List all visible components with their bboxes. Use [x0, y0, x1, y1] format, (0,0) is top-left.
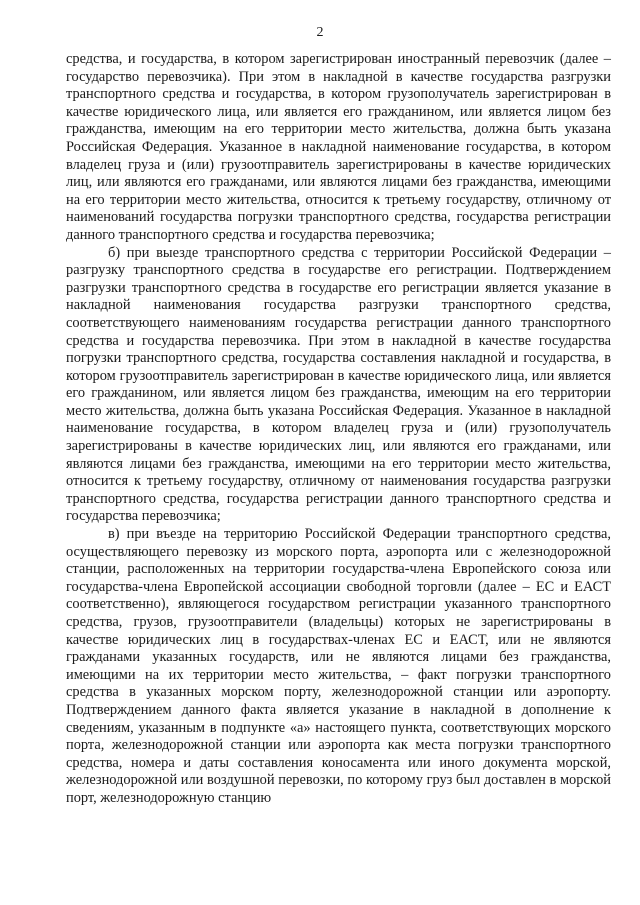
document-body: [66, 51, 611, 808]
paragraph-continuation: средства, и государства, в котором зарегистрирован иностранный перевозчик (далее – государство перевозчика). При этом в накладной в качестве государства разгрузки транспортного средства и государства, в котором грузополучатель зарегистрирован в качестве юридического лица, или является его гражданином, или является лицом без гражданства, имеющим на его территории место жительства, должна быть указана Российская Федерация. Указанное в накладной наименование государства, в котором владелец груза и (или) грузоотправитель зарегистрированы в качестве юридических лиц, или являются его гражданами, или являются лицами без гражданства, имеющими на его территории место жительства, относится к третьему государству, отличному от наименований государства погрузки транспортного средства, государства регистрации данного транспортного средства и государства перевозчика;: [66, 51, 611, 243]
paragraph-item-b: б) при выезде транспортного средства с территории Российской Федерации – разгрузку транспортного средства в государстве его регистрации. Подтверждением разгрузки транспортного средства в государстве его регистрации является указание в накладной наименования государства разгрузки транспортного средства, соответствующего наименованиям государства регистрации данного транспортного средства и государства перевозчика. При этом в накладной в качестве государства погрузки транспортного средства, государства составления накладной и государства, в котором грузоотправитель зарегистрирован в качестве юридического лица, или является его гражданином, или является лицом без гражданства, имеющим на его территории место жительства, должна быть указана Российская Федерация. Указанное в накладной наименование государства, в котором владелец груза и (или) грузополучатель зарегистрированы в качестве юридических лиц, или являются его гражданами, или являются лицами без гражданства, имеющими на его территории место жительства, относится к третьему государству, отличному от наименования государства разгрузки транспортного средства, государства регистрации данного транспортного средства и государства перевозчика;: [66, 244, 611, 525]
paragraph-item-v: в) при въезде на территорию Российской Федерации транспортного средства, осуществляющего перевозку из морского порта, аэропорта или с железнодорожной станции, расположенных на территории государства-члена Европейского союза или государства-члена Европейской ассоциации свободной торговли (далее – ЕС и ЕАСТ соответственно), являющегося государством регистрации указанного транспортного средства, грузов, грузоотправители (владельцы) которых не зарегистрированы в качестве юридических лиц в государствах-членах ЕС и ЕАСТ, или не являются гражданами указанных государств, или не являются лицами без гражданства, имеющими на их территории место жительства, – факт погрузки транспортного средства в указанных морском порту, железнодорожной станции или аэропорту. Подтверждением данного факта является указание в накладной в дополнение к сведениям, указанным в подпункте «а» настоящего пункта, соответствующих морского порта, железнодорожной станции или аэропорта как места погрузки транспортного средства, номера и даты составления коносамента или иного документа морской, железнодорожной или воздушной перевозки, по которому груз был доставлен в морской порт, железнодорожную станцию: [66, 526, 611, 806]
page-number: 2: [316, 25, 324, 40]
